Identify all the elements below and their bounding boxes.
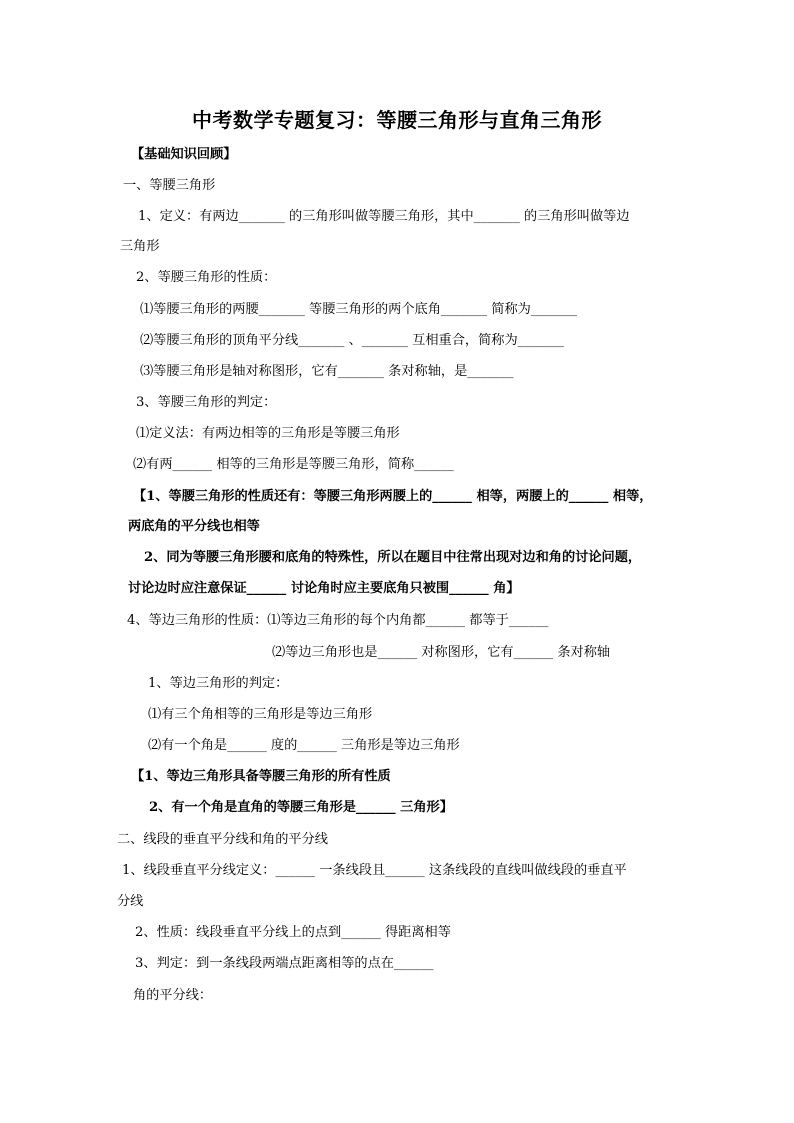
page-title: 中考数学专题复习：等腰三角形与直角三角形 [192,108,602,132]
criterion-1: ⑴定义法：有两边相等的三角形是等腰三角形 [136,426,400,441]
equilateral-criterion-2: ⑵有一个角是______ 度的______ 三角形是等边三角形 [148,738,460,753]
properties-heading: 2、等腰三角形的性质： [136,270,277,285]
equilateral-properties-2: ⑵等边三角形也是______ 对称图形，它有______ 条对称轴 [272,645,611,660]
heading-isosceles-triangle: 一、等腰三角形 [123,178,216,193]
angle-bisector-heading: 角的平分线： [133,988,213,1003]
criterion-2: ⑵有两______ 相等的三角形是等腰三角形，简称______ [133,457,454,472]
perpendicular-bisector-criterion: 3、判定：到一条线段两端点距离相等的点在______ [135,956,434,971]
note-2-continued: 讨论边时应注意保证______ 讨论角时应主要底角只被围______ 角】 [128,581,520,596]
perpendicular-bisector-property: 2、性质：线段垂直平分线上的点到______ 得距离相等 [135,925,451,940]
heading-bisectors: 二、线段的垂直平分线和角的平分线 [117,832,328,847]
equilateral-criteria-heading: 1、等边三角形的判定： [148,676,289,691]
note-1: 【1、等腰三角形的性质还有：等腰三角形两腰上的______ 相等，两腰上的______ 相等， [133,489,653,504]
perpendicular-bisector-definition: 1、线段垂直平分线定义：______ 一条线段且______ 这条线段的直线叫做线段的垂直平 [122,863,627,878]
definition-line: 1、定义：有两边_______ 的三角形叫做等腰三角形，其中_______ 的三角形叫做等边 [138,209,630,224]
note-1-continued: 两底角的平分线也相等 [128,519,260,534]
property-1: ⑴等腰三角形的两腰_______ 等腰三角形的两个底角_______ 简称为_______ [140,302,577,317]
criteria-heading: 3、等腰三角形的判定： [136,395,277,410]
note-2: 2、同为等腰三角形腰和底角的特殊性，所以在题目中往常出现对边和角的讨论问题， [144,550,642,565]
equilateral-criterion-1: ⑴有三个角相等的三角形是等边三角形 [148,707,373,722]
definition-line-continued: 三角形 [120,239,160,254]
perpendicular-bisector-definition-continued: 分线 [117,894,144,909]
equilateral-properties-1: 4、等边三角形的性质：⑴等边三角形的每个内角都______ 都等于______ [127,613,549,628]
equilateral-note-2: 2、有一个角是直角的等腰三角形是______ 三角形】 [149,800,453,815]
property-3: ⑶等腰三角形是轴对称图形，它有_______ 条对称轴，是_______ [140,364,514,379]
equilateral-note-1: 【1、等边三角形具备等腰三角形的所有性质 [131,769,391,784]
section-header: 【基础知识回顾】 [131,147,237,162]
property-2: ⑵等腰三角形的顶角平分线_______ 、_______ 互相重合，简称为_______ [140,333,564,348]
